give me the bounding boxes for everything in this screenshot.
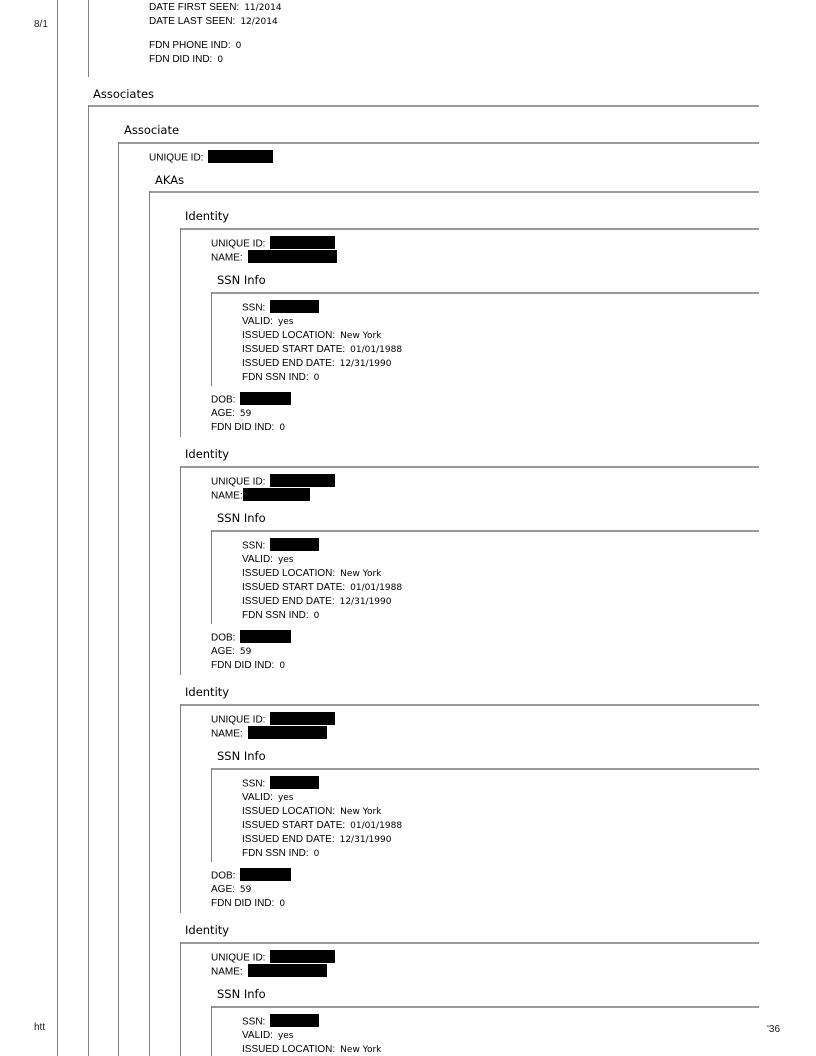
dob-label: DOB: [211, 870, 236, 882]
issued-start-field [242, 580, 402, 594]
issued-start-label: ISSUED START DATE: [242, 820, 346, 831]
fdn-did-ind-field [211, 896, 285, 910]
fdn-did-ind-value: 0 [279, 899, 286, 909]
identity-rule [180, 704, 759, 706]
redaction-block [248, 250, 337, 263]
ssn-field [242, 300, 319, 315]
ssn-label: SSN: [242, 1016, 266, 1028]
fdn-did-ind-field [211, 658, 285, 672]
associates-rule [88, 105, 759, 107]
valid-field [242, 314, 294, 328]
fdn-did-ind-label: FDN DID IND: [211, 422, 275, 433]
associates-left-rule [88, 105, 89, 1056]
unique-id-label: UNIQUE ID: [211, 714, 266, 726]
ssn-info-left-rule [211, 292, 212, 386]
redaction-block [270, 474, 335, 487]
fdn-ssn-field [242, 846, 319, 860]
age-field [211, 882, 251, 896]
ssn-info-left-rule [211, 768, 212, 862]
issued-location-label: ISSUED LOCATION: [242, 330, 336, 341]
issued-end-field [242, 594, 391, 608]
issued-start-value: 01/01/1988 [350, 821, 403, 831]
fdn-ssn-label: FDN SSN IND: [242, 610, 309, 621]
issued-start-label: ISSUED START DATE: [242, 344, 346, 355]
fdn-did-value: 0 [217, 55, 224, 65]
date-first-seen-value: 11/2014 [244, 3, 282, 13]
name-label: NAME: [211, 966, 243, 978]
issued-end-label: ISSUED END DATE: [242, 834, 335, 845]
age-label: AGE: [211, 646, 235, 657]
issued-location-value: New York [340, 1045, 382, 1055]
ssn-info-rule [211, 768, 759, 770]
issued-location-label: ISSUED LOCATION: [242, 568, 336, 579]
identity-left-rule [180, 228, 181, 437]
age-label: AGE: [211, 408, 235, 419]
dob-label: DOB: [211, 632, 236, 644]
fdn-ssn-value: 0 [313, 611, 320, 621]
valid-field [242, 1028, 294, 1042]
identity-left-rule [180, 466, 181, 675]
identity-name-field [211, 726, 327, 741]
redaction-block [270, 950, 335, 963]
fdn-did-ind-value: 0 [279, 661, 286, 671]
fdn-phone-field [149, 38, 241, 52]
redaction-block [243, 488, 310, 501]
name-label: NAME: [211, 252, 243, 264]
issued-location-field [242, 1042, 381, 1056]
ssn-field [242, 1014, 319, 1029]
associate-left-rule [118, 142, 119, 1056]
identity-heading: Identity [185, 209, 230, 223]
valid-value: yes [277, 793, 294, 803]
ssn-label: SSN: [242, 778, 266, 790]
outer-left-rule [57, 0, 58, 1056]
fdn-did-ind-field [211, 420, 285, 434]
name-label: NAME: [211, 490, 243, 502]
age-field [211, 644, 251, 658]
issued-start-field [242, 342, 402, 356]
fdn-phone-label: FDN PHONE IND: [149, 40, 231, 51]
ssn-info-heading: SSN Info [217, 749, 266, 763]
issued-end-value: 12/31/1990 [339, 359, 392, 369]
age-value: 59 [239, 885, 252, 895]
issued-location-label: ISSUED LOCATION: [242, 806, 336, 817]
fdn-did-label: FDN DID IND: [149, 54, 213, 65]
margin-page-number: 8/1 [34, 19, 48, 30]
issued-location-label: ISSUED LOCATION: [242, 1044, 336, 1055]
redaction-block [240, 630, 291, 643]
identity-unique-id-field [211, 236, 335, 251]
fdn-ssn-value: 0 [313, 849, 320, 859]
valid-value: yes [277, 1031, 294, 1041]
redaction-block [270, 1014, 319, 1027]
redaction-block [240, 868, 291, 881]
associate-unique-id-label: UNIQUE ID: [149, 152, 204, 164]
valid-label: VALID: [242, 1030, 273, 1041]
identity-rule [180, 942, 759, 944]
age-field [211, 406, 251, 420]
ssn-label: SSN: [242, 540, 266, 552]
ssn-field [242, 776, 319, 791]
redaction-block [208, 150, 273, 163]
issued-location-field [242, 566, 381, 580]
fdn-ssn-label: FDN SSN IND: [242, 848, 309, 859]
issued-start-label: ISSUED START DATE: [242, 582, 346, 593]
identity-heading: Identity [185, 923, 230, 937]
fdn-ssn-label: FDN SSN IND: [242, 372, 309, 383]
identity-left-rule [180, 942, 181, 1056]
valid-value: yes [277, 317, 294, 327]
akas-heading: AKAs [155, 173, 185, 187]
redaction-block [270, 712, 335, 725]
issued-end-label: ISSUED END DATE: [242, 596, 335, 607]
associate-unique-id-field [149, 150, 273, 165]
fdn-phone-value: 0 [235, 41, 242, 51]
name-label: NAME: [211, 728, 243, 740]
identity-unique-id-field [211, 474, 335, 489]
date-last-seen-value: 12/2014 [240, 17, 278, 27]
identity-heading: Identity [185, 685, 230, 699]
fdn-did-ind-label: FDN DID IND: [211, 660, 275, 671]
fdn-ssn-field [242, 608, 319, 622]
ssn-info-rule [211, 292, 759, 294]
valid-field [242, 790, 294, 804]
fdn-did-field [149, 52, 223, 66]
ssn-info-rule [211, 1006, 759, 1008]
ssn-info-left-rule [211, 1006, 212, 1056]
ssn-info-rule [211, 530, 759, 532]
ssn-info-left-rule [211, 530, 212, 624]
dob-field [211, 630, 291, 645]
issued-location-field [242, 328, 381, 342]
associate-heading: Associate [124, 123, 180, 137]
fdn-ssn-value: 0 [313, 373, 320, 383]
valid-field [242, 552, 294, 566]
issued-end-value: 12/31/1990 [339, 597, 392, 607]
akas-left-rule [149, 191, 150, 1056]
ssn-info-heading: SSN Info [217, 511, 266, 525]
issued-location-value: New York [340, 331, 382, 341]
redaction-block [270, 538, 319, 551]
unique-id-label: UNIQUE ID: [211, 238, 266, 250]
redaction-block [270, 236, 335, 249]
redaction-block [248, 964, 327, 977]
age-label: AGE: [211, 884, 235, 895]
dob-label: DOB: [211, 394, 236, 406]
unique-id-label: UNIQUE ID: [211, 476, 266, 488]
margin-page-fragment: '36 [767, 1024, 781, 1035]
identity-left-rule [180, 704, 181, 913]
issued-end-field [242, 832, 391, 846]
record-left-rule [88, 0, 89, 77]
identity-unique-id-field [211, 712, 335, 727]
issued-start-value: 01/01/1988 [350, 583, 403, 593]
identity-name-field [211, 964, 327, 979]
identity-rule [180, 466, 759, 468]
fdn-ssn-field [242, 370, 319, 384]
margin-url-fragment: htt [34, 1022, 46, 1033]
date-first-seen-label: DATE FIRST SEEN: [149, 2, 240, 13]
identity-name-field [211, 488, 310, 503]
issued-start-field [242, 818, 402, 832]
age-value: 59 [239, 647, 252, 657]
valid-label: VALID: [242, 792, 273, 803]
ssn-field [242, 538, 319, 553]
akas-rule [149, 191, 759, 193]
ssn-info-heading: SSN Info [217, 987, 266, 1001]
ssn-info-heading: SSN Info [217, 273, 266, 287]
issued-end-field [242, 356, 391, 370]
date-last-seen-label: DATE LAST SEEN: [149, 16, 236, 27]
identity-unique-id-field [211, 950, 335, 965]
unique-id-label: UNIQUE ID: [211, 952, 266, 964]
identity-rule [180, 228, 759, 230]
associate-rule [118, 142, 759, 144]
valid-label: VALID: [242, 554, 273, 565]
issued-end-value: 12/31/1990 [339, 835, 392, 845]
dob-field [211, 868, 291, 883]
associates-heading: Associates [93, 87, 155, 101]
redaction-block [240, 392, 291, 405]
valid-label: VALID: [242, 316, 273, 327]
issued-start-value: 01/01/1988 [350, 345, 403, 355]
fdn-did-ind-label: FDN DID IND: [211, 898, 275, 909]
identity-heading: Identity [185, 447, 230, 461]
date-last-seen-field [149, 14, 278, 28]
fdn-did-ind-value: 0 [279, 423, 286, 433]
issued-end-label: ISSUED END DATE: [242, 358, 335, 369]
redaction-block [270, 776, 319, 789]
dob-field [211, 392, 291, 407]
redaction-block [248, 726, 327, 739]
date-first-seen-field [149, 0, 282, 14]
redaction-block [270, 300, 319, 313]
issued-location-field [242, 804, 381, 818]
identity-name-field [211, 250, 337, 265]
ssn-label: SSN: [242, 302, 266, 314]
issued-location-value: New York [340, 569, 382, 579]
age-value: 59 [239, 409, 252, 419]
issued-location-value: New York [340, 807, 382, 817]
valid-value: yes [277, 555, 294, 565]
